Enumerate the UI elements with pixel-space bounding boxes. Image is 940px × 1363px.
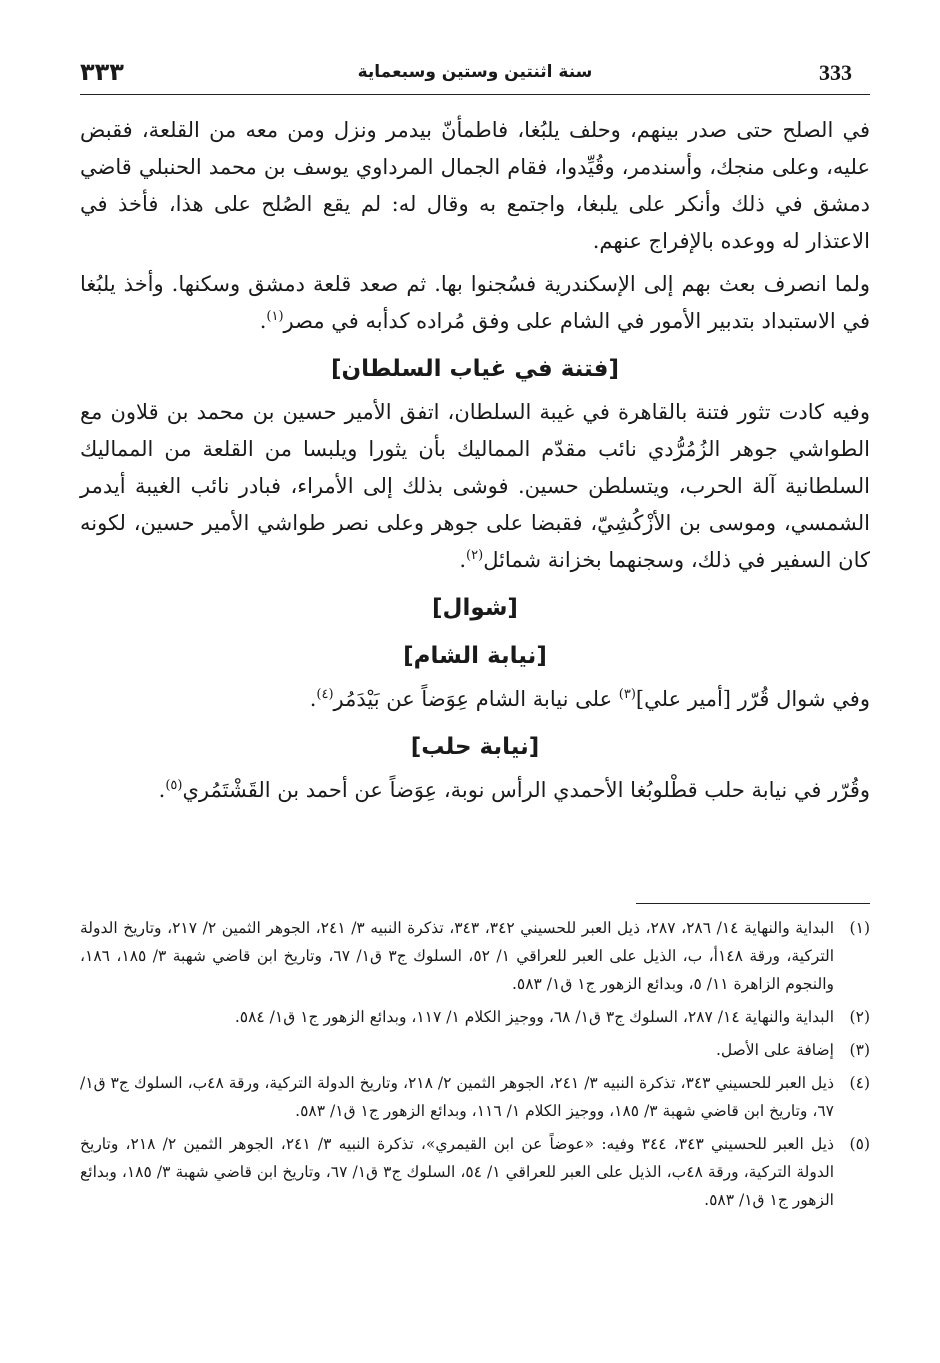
paragraph (80, 772, 870, 809)
paragraph-end: . (309, 687, 317, 711)
footnote-ref: (١) (266, 309, 284, 324)
footnotes (80, 914, 870, 1219)
footnote-item (80, 1036, 870, 1064)
page-header (80, 58, 870, 92)
page-number-arabic: ٣٣٣ (80, 58, 124, 86)
footnote-ref: (٥) (165, 778, 183, 793)
footnote-rule (636, 903, 870, 904)
paragraph-text: وفي شوال قُرّر [أمير علي] (635, 687, 870, 711)
footnote-text: إضافة على الأصل. (715, 1041, 834, 1059)
footnote-number: (٥) (849, 1135, 870, 1153)
section-heading: [شوال] (432, 595, 518, 621)
footnote-text: ذيل العبر للحسيني ٣٤٣، ٣٤٤ وفيه: «عوضاً عن ابن القيمري»، تذكرة النبيه ٣/ ٢٤١، الجوهر الثمين ٢/ ٢١٨، وتاريخ الدولة التركية، ورقة ٤٨ب، الذيل على العبر للعراقي ١/ ٥٤، السلوك ج٣ ق١/ ٦٧، وتاريخ ابن قاضي شهبة ٣/ ١٨٥، وبدائع الزهور ج١ ق١/ ٥٨٣. (80, 1135, 835, 1209)
footnote-item (80, 1130, 870, 1214)
section-heading: [نيابة الشام] (403, 643, 547, 669)
footnote-text: البداية والنهاية ١٤/ ٢٨٦، ٢٨٧، ذيل العبر للحسيني ٣٤٢، ٣٤٣، تذكرة النبيه ٣/ ٢٤١، الجوهر الثمين ٢/ ٢١٧، وتاريخ الدولة التركية، ورقة ١٤٨أ، ب، الذيل على العبر للعراقي ١/ ٥٢، السلوك ج٣ ق١/ ٦٧، وتاريخ ابن قاضي شهبة ٣/ ١٨٥، ١٨٦، والنجوم الزاهرة ١١/ ٥، وبدائع الزهور ج١ ق١/ ٥٨٣. (80, 919, 835, 993)
paragraph-end: . (259, 309, 267, 333)
paragraph (80, 266, 870, 340)
footnote-number: (٢) (849, 1008, 870, 1026)
running-title: سنة اثنتين وستين وسبعماية (357, 62, 593, 82)
paragraph-text: وفيه كادت تثور فتنة بالقاهرة في غيبة السلطان، اتفق الأمير حسين بن محمد بن قلاون مع الطواشي جوهر الزُمُرُّدي نائب مقدّم المماليك بأن يثورا ويلبسا من القلعة من المماليك السلطانية آلة الحرب، ويتسلطن حسين. فوشى بذلك إلى الأمراء، فبادر نائب الغيبة أيدمر الشمسي، وموسى بن الأزْكُشِيّ، فقبضا على جوهر وعلى نصر طواشي الأمير حسين، لكونه كان السفير في ذلك، وسجنهما بخزانة شمائل (80, 400, 870, 572)
section-heading: [فتنة في غياب السلطان] (331, 356, 619, 382)
footnote-item (80, 1069, 870, 1125)
section-heading: [نيابة حلب] (410, 734, 540, 760)
main-text (80, 112, 870, 809)
footnote-ref: (٢) (466, 548, 484, 563)
paragraph (80, 394, 870, 579)
footnote-item (80, 914, 870, 998)
footnote-item (80, 1003, 870, 1031)
paragraph-text: وقُرّر في نيابة حلب قطْلوبُغا الأحمدي الرأس نوبة، عِوَضاً عن أحمد بن القَشْتَمُري (182, 778, 870, 802)
footnote-ref: (٣) (618, 687, 636, 702)
footnote-ref: (٤) (316, 687, 334, 702)
paragraph-text: على نيابة الشام عِوَضاً عن بَيْدَمُر (333, 687, 619, 711)
paragraph: في الصلح حتى صدر بينهم، وحلف يلبُغا، فاطمأنّ بيدمر ونزل ومن معه من القلعة، فقبض عليه، وعلى منجك، وأسندمر، وقُيِّدوا، فقام الجمال المرداوي يوسف بن محمد الحنبلي قاضي دمشق في ذلك وأنكر على يلبغا، واجتمع به وقال له: لم يقع الصُلح على هذا، فأخذ في الاعتذار له ووعده بالإفراج عنهم. (80, 118, 870, 253)
footnote-text: ذيل العبر للحسيني ٣٤٣، تذكرة النبيه ٣/ ٢٤١، الجوهر الثمين ٢/ ٢١٨، وتاريخ الدولة التركية، ورقة ٤٨ب، السلوك ج٣ ق١/ ٦٧، وتاريخ ابن قاضي شهبة ٣/ ١٨٥، ووجيز الكلام ١/ ١١٦، وبدائع الزهور ج١ ق١/ ٥٨٣. (80, 1074, 835, 1120)
footnote-text: البداية والنهاية ١٤/ ٢٨٧، السلوك ج٣ ق١/ ٦٨، ووجيز الكلام ١/ ١١٧، وبدائع الزهور ج١ ق١/ ٥٨٤. (234, 1008, 834, 1026)
paragraph-end: . (459, 548, 467, 572)
footnote-number: (٣) (849, 1041, 870, 1059)
footnote-number: (١) (849, 919, 870, 937)
paragraph-text: ولما انصرف بعث بهم إلى الإسكندرية فسُجنوا بها. ثم صعد قلعة دمشق وسكنها. وأخذ يلبُغا في الاستبداد بتدبير الأمور في الشام على وفق مُراده كدأبه في مصر (80, 272, 870, 333)
paragraph (80, 681, 870, 718)
paragraph-end: . (158, 778, 166, 802)
page-number-latin: 333 (819, 60, 852, 85)
header-rule (80, 94, 870, 95)
footnote-number: (٤) (849, 1074, 870, 1092)
